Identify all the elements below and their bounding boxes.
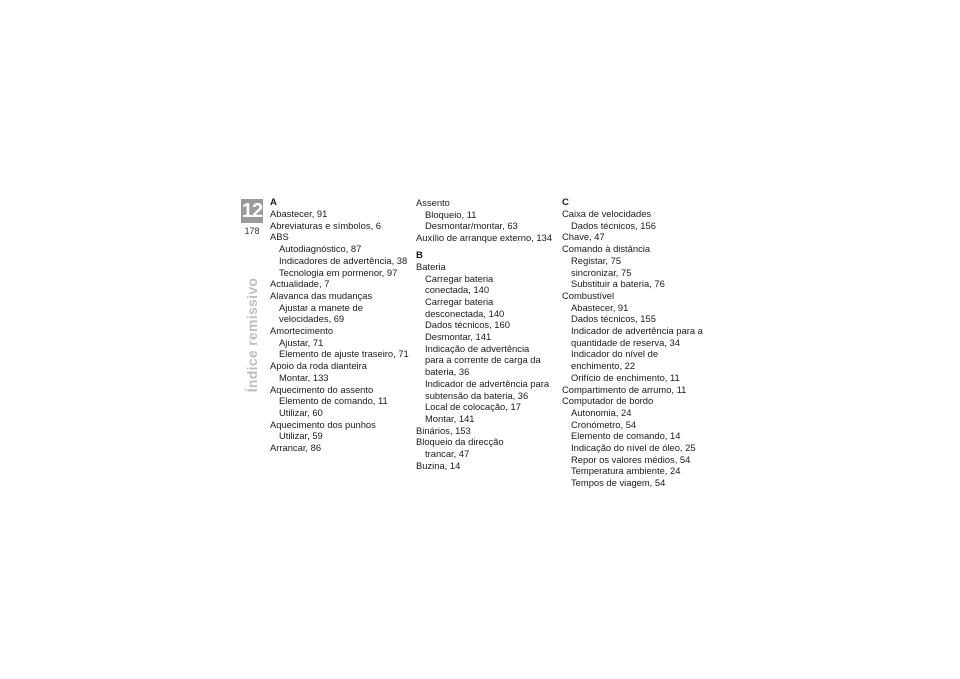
index-subentry: Elemento de comando, 14 xyxy=(571,430,681,442)
index-subentry: Indicador de advertência para xyxy=(425,377,550,389)
index-entry: Aquecimento dos punhos xyxy=(270,418,376,430)
index-subentry: enchimento, 22 xyxy=(571,360,636,372)
index-subentry: sincronizar, 75 xyxy=(571,266,632,278)
index-subentry: Autonomia, 24 xyxy=(571,406,632,418)
index-entry: ABS xyxy=(270,231,289,243)
index-subentry: Registar, 75 xyxy=(571,254,622,266)
index-subentry: quantidade de reserva, 34 xyxy=(571,336,680,348)
index-subentry: Indicador de advertência para a xyxy=(571,325,703,337)
index-subentry: Utilizar, 59 xyxy=(279,430,323,442)
index-entry: Computador de bordo xyxy=(562,395,654,407)
index-subentry: Local de colocação, 17 xyxy=(425,401,521,413)
index-entry: Apoio da roda dianteira xyxy=(270,360,367,372)
index-subentry: velocidades, 69 xyxy=(279,313,345,325)
index-subentry: para a corrente de carga da xyxy=(425,354,541,366)
index-subentry: Tempos de viagem, 54 xyxy=(571,477,666,489)
chapter-tab xyxy=(241,199,263,237)
index-subentry: Dados técnicos, 156 xyxy=(571,219,656,231)
index-subentry: Cronómetro, 54 xyxy=(571,418,637,430)
index-entry: Abreviaturas e símbolos, 6 xyxy=(270,219,381,231)
index-subentry: Montar, 141 xyxy=(425,412,475,424)
index-subentry: Indicador do nível de xyxy=(571,348,659,360)
index-subentry: Orifício de enchimento, 11 xyxy=(571,371,680,383)
index-entry: Compartimento de arrumo, 11 xyxy=(562,383,687,395)
index-column-1 xyxy=(270,197,410,454)
index-entry: Buzina, 14 xyxy=(416,459,461,471)
index-subentry: Carregar bateria xyxy=(425,295,494,307)
index-entry: Abastecer, 91 xyxy=(270,208,328,219)
index-subentry: Desmontar, 141 xyxy=(425,331,492,343)
index-column-3 xyxy=(562,197,707,489)
index-entry: Binários, 153 xyxy=(416,424,471,436)
index-entry: Bateria xyxy=(416,260,446,272)
index-entry: Amortecimento xyxy=(270,325,334,337)
index-subentry: Carregar bateria xyxy=(425,272,494,284)
page-number: 178 xyxy=(244,226,260,236)
index-subentry: Dados técnicos, 160 xyxy=(425,319,510,331)
index-entry: Actualidade, 7 xyxy=(270,278,330,290)
index-entry: Combustível xyxy=(562,289,615,301)
index-subentry: bateria, 36 xyxy=(425,366,470,378)
index-subentry: Utilizar, 60 xyxy=(279,406,323,418)
index-subentry: subtensão da bateria, 36 xyxy=(425,389,529,401)
index-letter: A xyxy=(270,197,277,208)
index-subentry: Elemento de comando, 11 xyxy=(279,395,388,407)
index-entry: Arrancar, 86 xyxy=(270,442,322,454)
index-subentry: Dados técnicos, 155 xyxy=(571,313,656,325)
index-entry: Bloqueio da direcção xyxy=(416,436,504,448)
index-entry: Chave, 47 xyxy=(562,231,605,243)
index-letter: B xyxy=(416,249,423,261)
index-subentry: Indicação do nível de óleo, 25 xyxy=(571,442,696,454)
index-entry: Auxílio de arranque externo, 134 xyxy=(416,232,553,244)
index-subentry: Tecnologia em pormenor, 97 xyxy=(279,266,398,278)
index-entry: Assento xyxy=(416,197,450,208)
chapter-number: 12 xyxy=(241,200,263,222)
chapter-title: Índice remissivo xyxy=(244,277,260,393)
index-subentry: Elemento de ajuste traseiro, 71 xyxy=(279,348,409,360)
index-subentry: Indicação de advertência xyxy=(425,342,530,354)
index-subentry: conectada, 140 xyxy=(425,284,490,296)
index-subentry: Temperatura ambiente, 24 xyxy=(571,465,681,477)
index-entry: Aquecimento do assento xyxy=(270,383,374,395)
index-entry: Caixa de velocidades xyxy=(562,208,652,219)
index-entry: Comando à distância xyxy=(562,243,651,255)
index-subentry: Substituir a bateria, 76 xyxy=(571,278,665,290)
index-column-2 xyxy=(416,197,556,471)
index-subentry: Ajustar, 71 xyxy=(279,336,324,348)
index-entry: Alavanca das mudanças xyxy=(270,289,373,301)
index-subentry: Indicadores de advertência, 38 xyxy=(279,254,408,266)
index-subentry: Autodiagnóstico, 87 xyxy=(279,243,362,255)
index-subentry: trancar, 47 xyxy=(425,448,470,460)
index-subentry: desconectada, 140 xyxy=(425,307,505,319)
index-subentry: Montar, 133 xyxy=(279,371,329,383)
index-subentry: Ajustar a manete de xyxy=(279,301,363,313)
index-subentry: Repor os valores médios, 54 xyxy=(571,453,691,465)
index-subentry: Abastecer, 91 xyxy=(571,301,629,313)
index-subentry: Desmontar/montar, 63 xyxy=(425,220,518,232)
index-subentry: Bloqueio, 11 xyxy=(425,208,477,220)
index-letter: C xyxy=(562,197,569,208)
